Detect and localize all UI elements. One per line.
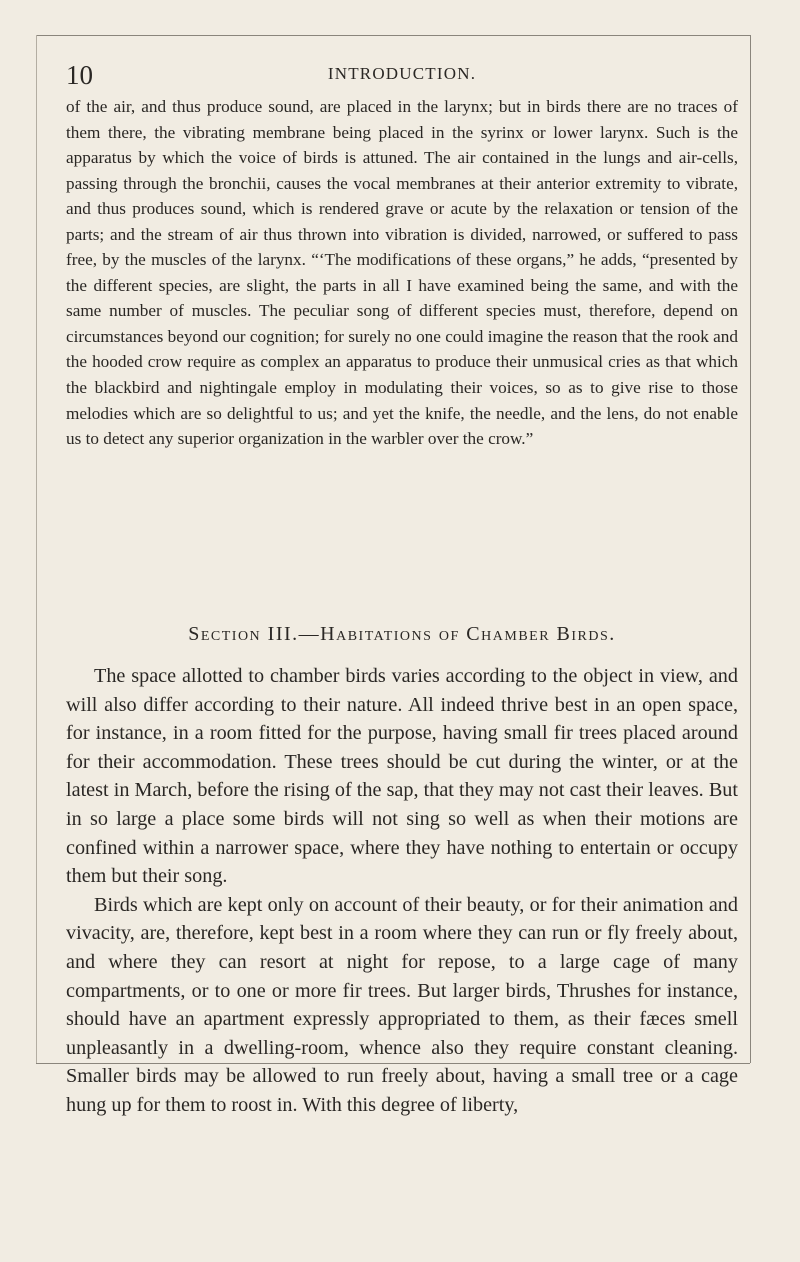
page-header [66, 60, 738, 92]
continuation-paragraph: of the air, and thus produce sound, are placed in the larynx; but in birds there are no traces of them there, the vibrating membrane being placed in the syrinx or lower larynx. Such is the apparatus by which the voice of birds is attuned. The air contained in the lungs and air-cells, passing through the bronchii, causes the vocal membranes at their anterior extremity to vibrate, and thus produces sound, which is rendered grave or acute by the relaxation or tension of the parts; and the stream of air thus thrown into vibration is divided, narrowed, or suffered to pass free, by the muscles of the larynx. “‘The modifications of these organs,” he adds, “presented by the different species, are slight, the parts in all I have examined being the same, and with the same number of muscles. The peculiar song of different species must, therefore, depend on circumstances beyond our cognition; for surely no one could imagine the reason that the rook and the hooded crow require as complex an apparatus to produce their unmusical cries as that which the blackbird and nightingale employ in modulating their voices, so as to give rise to those melodies which are so delightful to us; and yet the knife, the needle, and the lens, do not enable us to detect any superior organization in the warbler over the crow.” [66, 97, 738, 449]
page-border-left [36, 35, 37, 1063]
page-border-top [36, 35, 750, 36]
page-number: 10 [66, 60, 93, 90]
body-paragraph: Birds which are kept only on account of their beauty, or for their animation and vivacity, are, therefore, kept best in a room where they can run or fly freely about, and where they can resort at night for repose, to a large cage of many compartments, or to one or more fir trees. But larger birds, Thrushes for instance, should have an apartment expressly appropriated to them, as their fæces smell unpleasantly in a dwelling-room, whence also they require constant cleaning. Smaller birds may be allowed to run freely about, having a small tree or a cage hung up for them to roost in. With this degree of liberty, [66, 893, 738, 1116]
page-border-right [750, 35, 751, 1063]
body-paragraph: The space allotted to chamber birds varies according to the object in view, and will also differ according to their nature. All indeed thrive best in an open space, for instance, in a room fitted for the purpose, having small fir trees placed around for their accommodation. These trees should be cut during the winter, or at the latest in March, before the rising of the sap, that they may not cast their leaves. But in so large a place some birds will not sing so well as when their motions are confined within a narrower space, where they have nothing to entertain or occupy them but their song. [66, 665, 738, 888]
section-heading: Section III.—Habitations of Chamber Birds. [188, 623, 616, 645]
running-head: INTRODUCTION. [327, 64, 477, 83]
section-body [66, 662, 738, 1120]
quoted-passage [66, 94, 738, 452]
